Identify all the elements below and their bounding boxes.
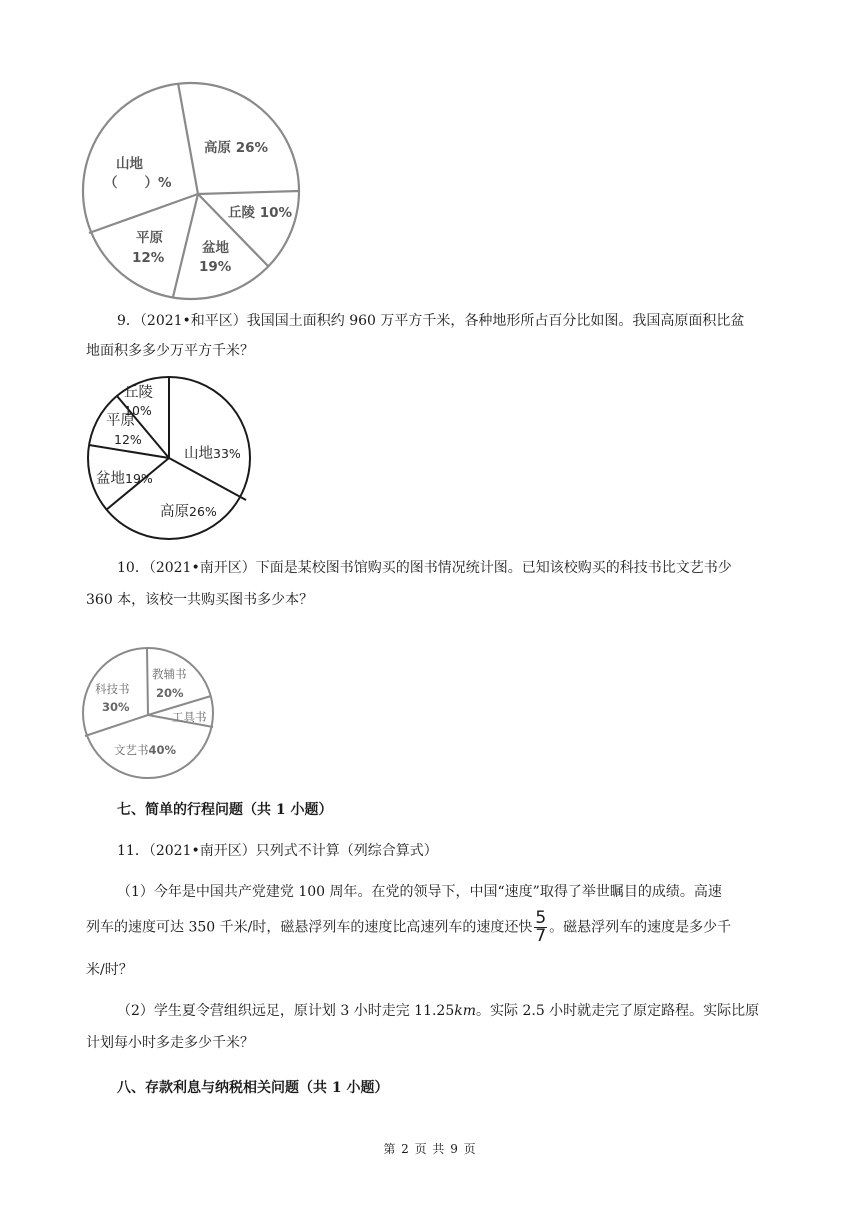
- terrain-pie-chart-1: [78, 80, 304, 302]
- slice-label-plain-pct: 12%: [132, 250, 165, 266]
- q11-part2-line2: 计划每小时多走多少千米？: [86, 1035, 254, 1051]
- q9-line1: 9．（2021•和平区）我国国土面积约 960 万平方千米，各种地形所占百分比如图。我国高原面积比盆: [117, 313, 745, 329]
- q11-part2-line1b: 。实际 2.5 小时就走完了原定路程。实际比原: [476, 1003, 760, 1019]
- c2-label-mountain: 山地33%: [184, 446, 241, 462]
- c3-label-tool: 工具书: [172, 710, 207, 724]
- terrain-pie-chart-2: [80, 370, 260, 546]
- slice-label-mountain-name: 山地: [116, 156, 143, 172]
- books-pie-chart: [80, 644, 220, 782]
- c3-pct-aux: 20%: [156, 686, 184, 700]
- fraction-5-7: [534, 910, 547, 945]
- fraction-numerator: 5: [535, 908, 547, 928]
- q11-part2-line1: [117, 996, 759, 1026]
- q11-part1-line2: [86, 910, 731, 945]
- c2-label-plateau: 高原26%: [160, 504, 217, 520]
- q10-line2: 360 本，该校一共购买图书多少本？: [86, 592, 314, 608]
- slice-label-hills: 丘陵 10%: [228, 205, 293, 221]
- slice-label-plateau: 高原 26%: [204, 140, 269, 156]
- c3-label-aux: 教辅书: [152, 667, 187, 681]
- q11-part1-line2b: 。磁悬浮列车的速度是多少千: [549, 919, 732, 936]
- q9-line2: 地面积多多少万平方千米？: [86, 343, 254, 359]
- slice-label-mountain-pct: （ ）%: [104, 175, 172, 191]
- c2-label-basin: 盆地19%: [96, 471, 153, 487]
- q11-part1-line1: （1）今年是中国共产党建党 100 周年。在党的领导下，中国“速度”取得了举世瞩目的成绩。高速: [117, 884, 722, 900]
- q11-intro: 11．（2021•南开区）只列式不计算（列综合算式）: [117, 843, 438, 859]
- c3-label-lit: 文艺书40%: [114, 743, 177, 757]
- c2-label-plain: 平原: [106, 413, 135, 429]
- c2-pct-hills: 10%: [124, 403, 152, 418]
- section-8-heading: 八、存款利息与纳税相关问题（共 1 小题）: [117, 1080, 389, 1096]
- c2-pct-plain: 12%: [114, 432, 142, 447]
- slice-label-plain-name: 平原: [136, 230, 163, 246]
- q11-part1-line2a: 列车的速度可达 350 千米/时，磁悬浮列车的速度比高速列车的速度还快: [86, 919, 533, 936]
- fraction-denominator: 7: [535, 926, 547, 946]
- c2-label-hills: 丘陵: [124, 385, 153, 401]
- page-footer: 第 2 页 共 9 页: [383, 1142, 477, 1156]
- q10-line1: 10．（2021•南开区）下面是某校图书馆购买的图书情况统计图。已知该校购买的科技书比文艺书少: [117, 560, 732, 576]
- q11-part1-line3: 米/时？: [86, 962, 133, 978]
- c3-label-sci: 科技书: [95, 682, 130, 696]
- slice-label-basin-name: 盆地: [202, 240, 229, 256]
- section-7-heading: 七、简单的行程问题（共 1 小题）: [117, 802, 333, 818]
- q11-part2-line1a: （2）学生夏令营组织远足，原计划 3 小时走完 11.25: [117, 1003, 455, 1019]
- c3-pct-sci: 30%: [102, 700, 130, 714]
- slice-label-basin-pct: 19%: [199, 259, 232, 275]
- km-unit: km: [454, 1003, 477, 1019]
